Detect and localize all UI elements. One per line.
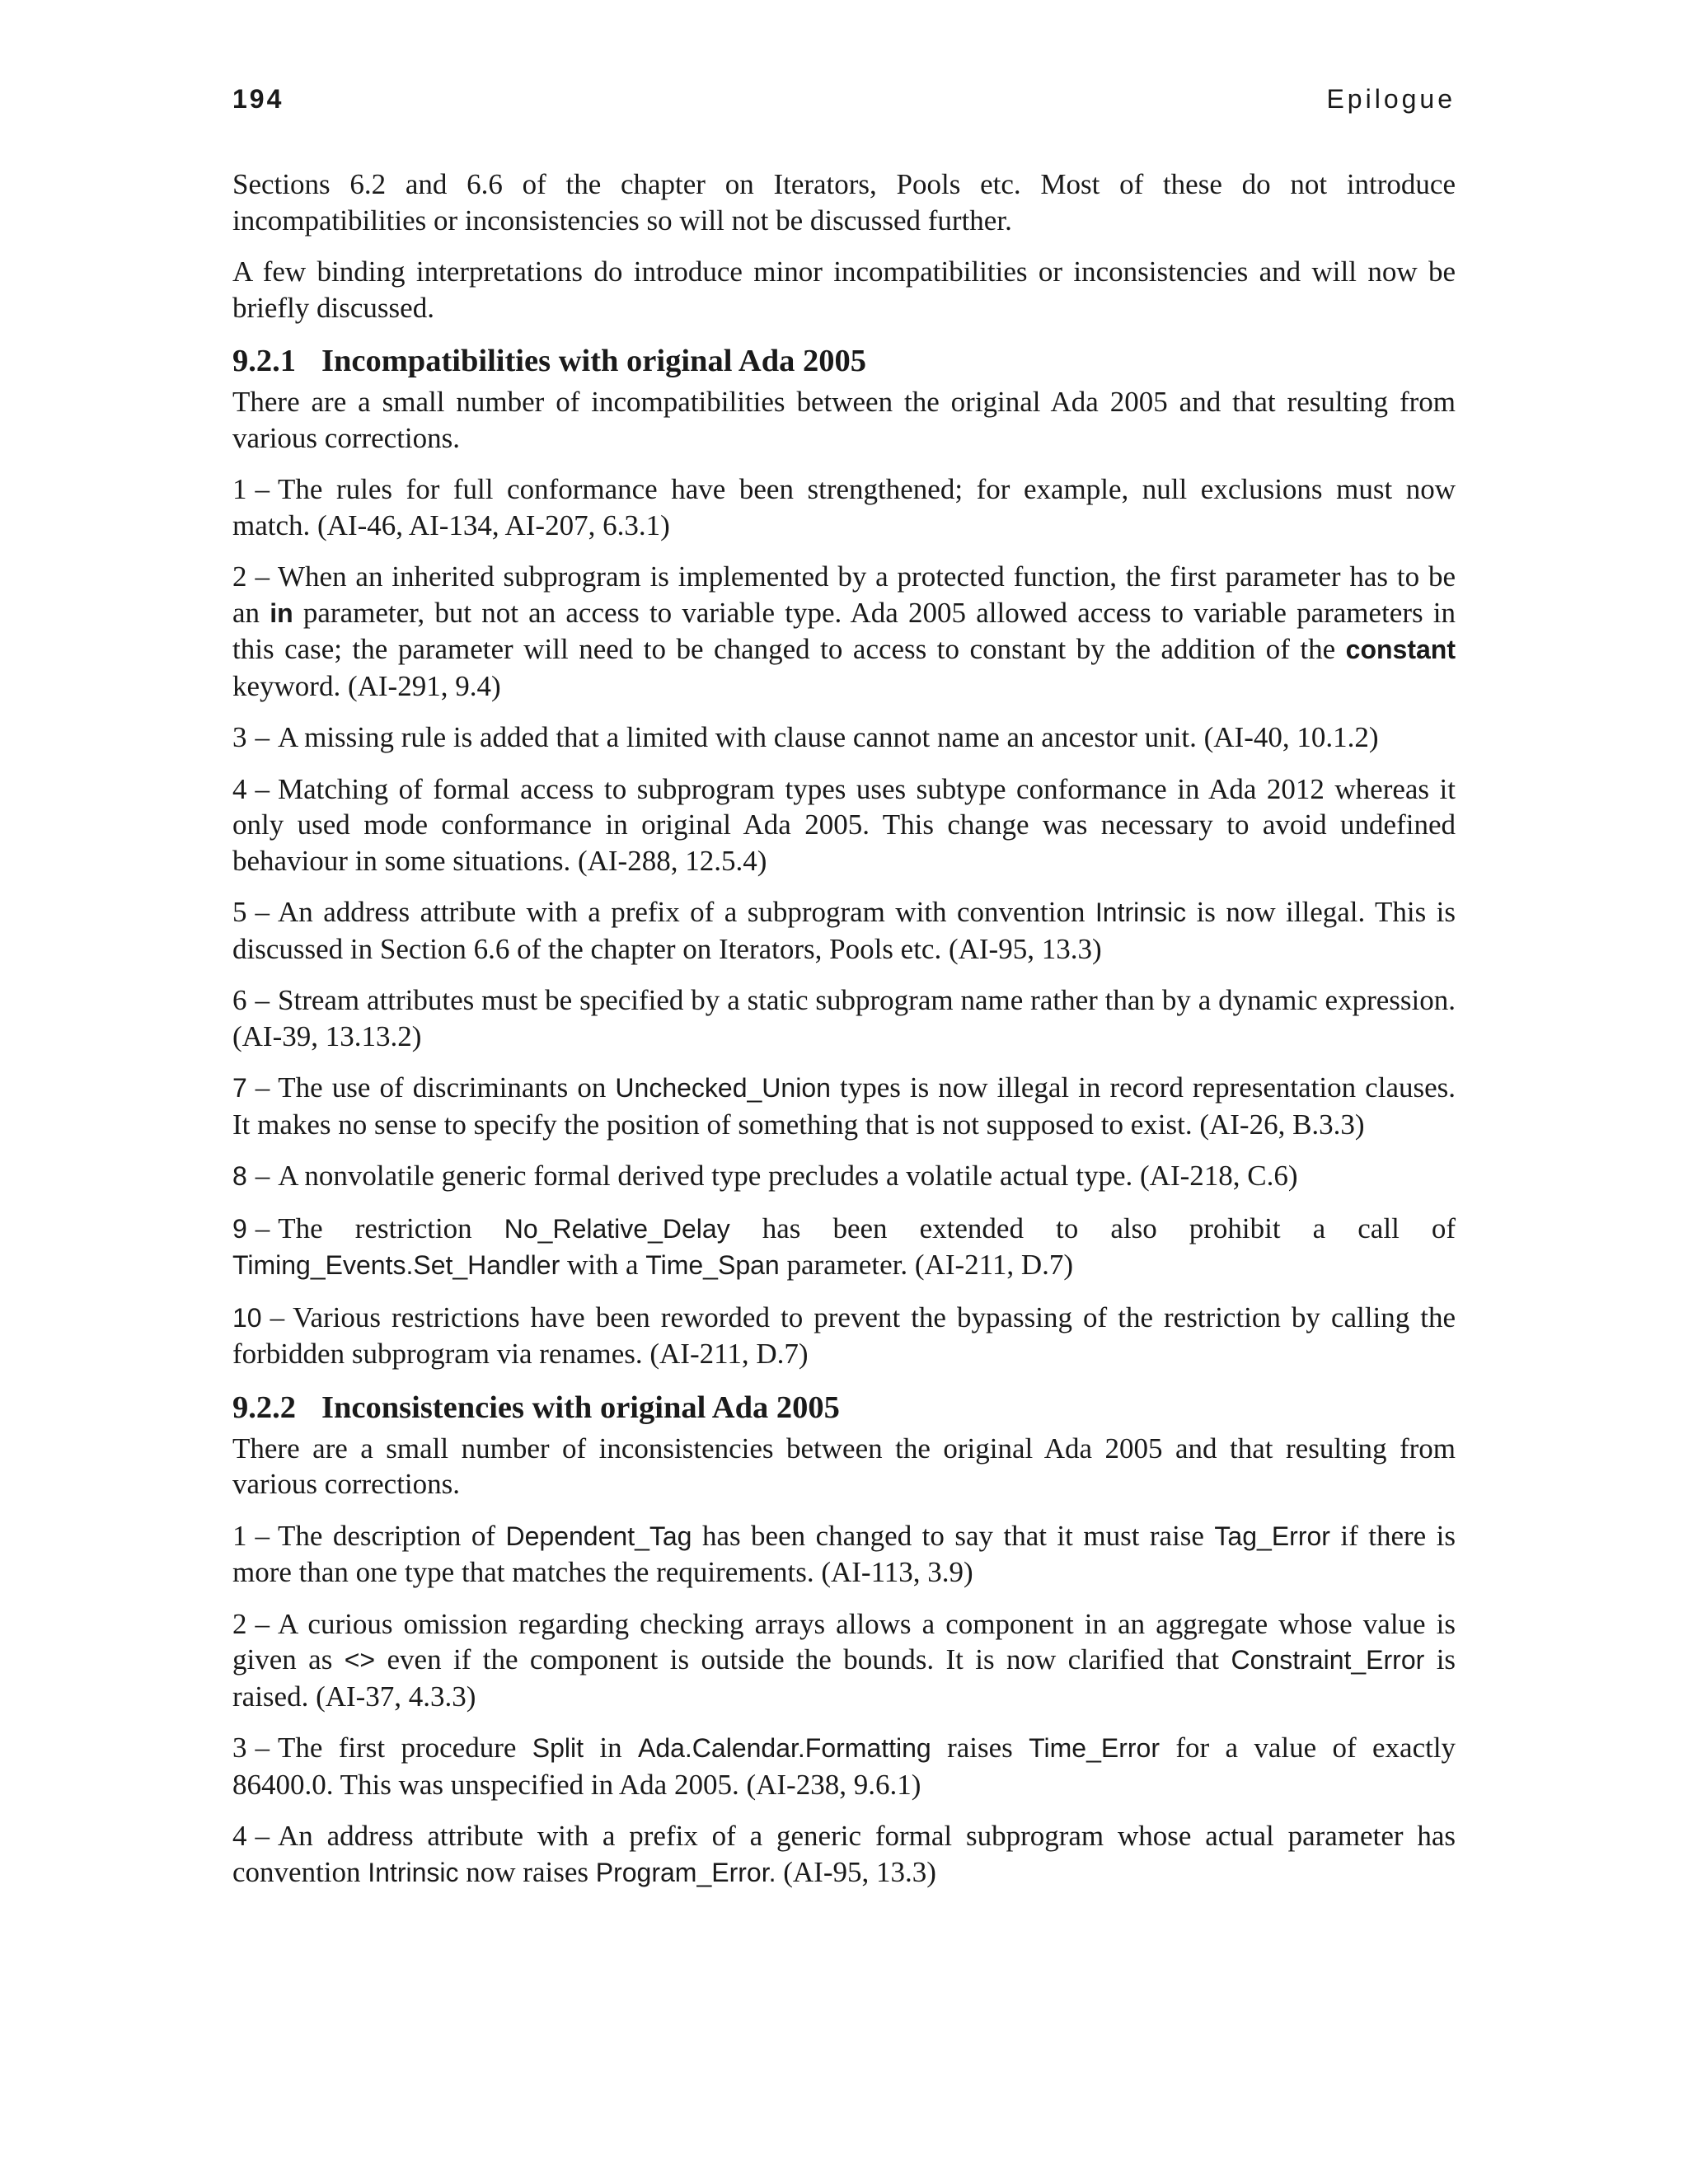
list-item [232,982,1456,1054]
list-item [232,771,1456,879]
item-text: keyword. (AI-291, 9.4) [232,669,501,702]
item-dash: – [255,473,270,505]
section-intro: There are a small number of incompatibilities between the original Ada 2005 and that resulting from various corrections. [232,386,1456,454]
item-dash: – [255,1160,270,1192]
item-text: A nonvolatile generic formal derived type precludes a volatile actual type. (AI-218, C.6) [278,1160,1298,1192]
item-number: 6 [232,984,247,1016]
code-identifier: Split [532,1733,584,1763]
item-text: is raised. (AI-37, 4.3.3) [232,1643,1456,1713]
list-item [232,894,1456,967]
item-text: An address attribute with a prefix of a generic formal subprogram whose actual parameter has convention [232,1820,1456,1888]
item-dash: – [255,1820,270,1852]
item-number: 1 [232,1519,247,1552]
item-number: 9 [232,1213,247,1244]
list-item [232,559,1456,704]
item-number: 4 [232,772,247,805]
section-title: Inconsistencies with original Ada 2005 [321,1390,840,1425]
item-number: 8 [232,1161,247,1191]
section-heading-inconsistencies [232,1388,1456,1427]
item-text: in [599,1732,622,1764]
item-text: with a [566,1249,639,1281]
item-number: 4 [232,1820,247,1852]
item-text: parameter. (AI-211, D.7) [786,1249,1074,1281]
list-item [232,719,1456,756]
item-text: types is now illegal in record representation clauses. It makes no sense to specify the position of something that is not supposed to exist. (AI-26, B.3.3) [232,1071,1456,1141]
item-text: The restriction [278,1212,472,1244]
item-text: Various restrictions have been reworded to prevent the bypassing of the restriction by calling the forbidden subprogram via renames. (AI-211, D.7) [232,1301,1456,1370]
keyword-in: in [270,598,293,628]
item-number: 2 [232,560,247,593]
item-text: A curious omission regarding checking arrays allows a component in an aggregate whose value is given as [232,1607,1456,1675]
section-number: 9.2.2 [232,1390,296,1425]
item-text: is now illegal. This is discussed in Section 6.6 of the chapter on Iterators, Pools etc. (AI-95, 13.3) [232,896,1456,965]
item-text: The first procedure [278,1732,517,1764]
list-item [232,1300,1456,1372]
item-text: even if the component is outside the bounds. It is now clarified that [387,1643,1220,1675]
item-text: When an inherited subprogram is implemented by a protected function, the first parameter has to be an [232,560,1456,629]
item-text: Matching of formal access to subprogram types uses subtype conformance in Ada 2012 whereas it only used mode conformance in original Ada 2005. This change was necessary to avoid undefined behaviour in some situations. (AI-288, 12.5.4) [232,772,1456,877]
list-item [232,1158,1456,1195]
list-item [232,1070,1456,1142]
item-text: (AI-95, 13.3) [783,1855,936,1888]
list-item [232,1211,1456,1284]
code-identifier: Program_Error. [595,1857,776,1887]
item-dash: – [255,1212,270,1244]
item-text: An address attribute with a prefix of a subprogram with convention [278,896,1085,928]
item-number: 10 [232,1302,262,1333]
item-text: if there is more than one type that matches the requirements. (AI-113, 3.9) [232,1519,1456,1588]
list-item [232,1730,1456,1802]
section-intro: There are a small number of inconsistencies between the original Ada 2005 and that resulting from various corrections. [232,1432,1456,1500]
intro-paragraph-1: Sections 6.2 and 6.6 of the chapter on Iterators, Pools etc. Most of these do not introduce incompatibilities or inconsistencies so will not be discussed further. [232,168,1456,237]
code-identifier: Ada.Calendar.Formatting [637,1733,931,1763]
section-title: Incompatibilities with original Ada 2005 [321,344,866,378]
section-heading-incompatibilities [232,341,1456,381]
code-identifier: Dependent_Tag [505,1521,692,1551]
list-item [232,1606,1456,1715]
intro-paragraph-2: A few binding interpretations do introduce minor incompatibilities or inconsistencies and will now be briefly discussed. [232,255,1456,324]
item-number: 3 [232,721,247,753]
list-item [232,471,1456,543]
item-text: raises [947,1732,1013,1764]
code-identifier: <> [344,1645,376,1675]
item-text: has been changed to say that it must raise [701,1519,1204,1552]
item-text: parameter, but not an access to variable type. Ada 2005 allowed access to variable parameters in this case; the parameter will need to be changed to access to constant by the addition of the [232,596,1456,665]
item-text: now raises [466,1855,588,1888]
item-number: 2 [232,1607,247,1640]
item-dash: – [270,1301,285,1333]
item-dash: – [255,772,270,805]
code-identifier: Constraint_Error [1231,1645,1425,1675]
item-text: A missing rule is added that a limited with clause cannot name an ancestor unit. (AI-40, 10.1.2) [278,721,1379,753]
item-text: The description of [278,1519,496,1552]
code-identifier: Unchecked_Union [615,1073,831,1103]
list-item [232,1518,1456,1591]
item-number: 1 [232,473,247,505]
item-text: has been extended to also prohibit a call of [762,1212,1456,1244]
item-dash: – [255,1732,270,1764]
item-number: 5 [232,896,247,928]
item-dash: – [255,1607,270,1640]
code-identifier: Time_Error [1029,1733,1160,1763]
code-identifier: Time_Span [645,1250,780,1280]
section-number: 9.2.1 [232,344,296,378]
item-dash: – [255,896,270,928]
item-text: Stream attributes must be specified by a static subprogram name rather than by a dynamic expression. (AI-39, 13.13.2) [232,984,1456,1052]
item-dash: – [255,984,270,1016]
item-number: 3 [232,1732,247,1764]
code-identifier: Tag_Error [1214,1521,1330,1551]
running-title: Epilogue [1326,84,1456,114]
item-dash: – [255,560,270,593]
item-text: The use of discriminants on [278,1071,607,1104]
item-dash: – [255,721,270,753]
item-text: The rules for full conformance have been strengthened; for example, null exclusions must now match. (AI-46, AI-134, AI-207, 6.3.1) [232,473,1456,541]
code-identifier: No_Relative_Delay [504,1213,730,1244]
item-dash: – [255,1519,270,1552]
item-text: for a value of exactly 86400.0. This was unspecified in Ada 2005. (AI-238, 9.6.1) [232,1732,1456,1801]
code-identifier: Timing_Events.Set_Handler [232,1250,560,1280]
code-identifier: Intrinsic [1095,898,1187,927]
code-identifier: Intrinsic [368,1857,459,1887]
page-body [232,166,1456,1906]
page-number: 194 [232,84,284,114]
item-number: 7 [232,1073,247,1103]
list-item [232,1818,1456,1891]
item-dash: – [255,1071,270,1104]
page-header [232,78,1456,120]
keyword-constant: constant [1345,635,1456,664]
